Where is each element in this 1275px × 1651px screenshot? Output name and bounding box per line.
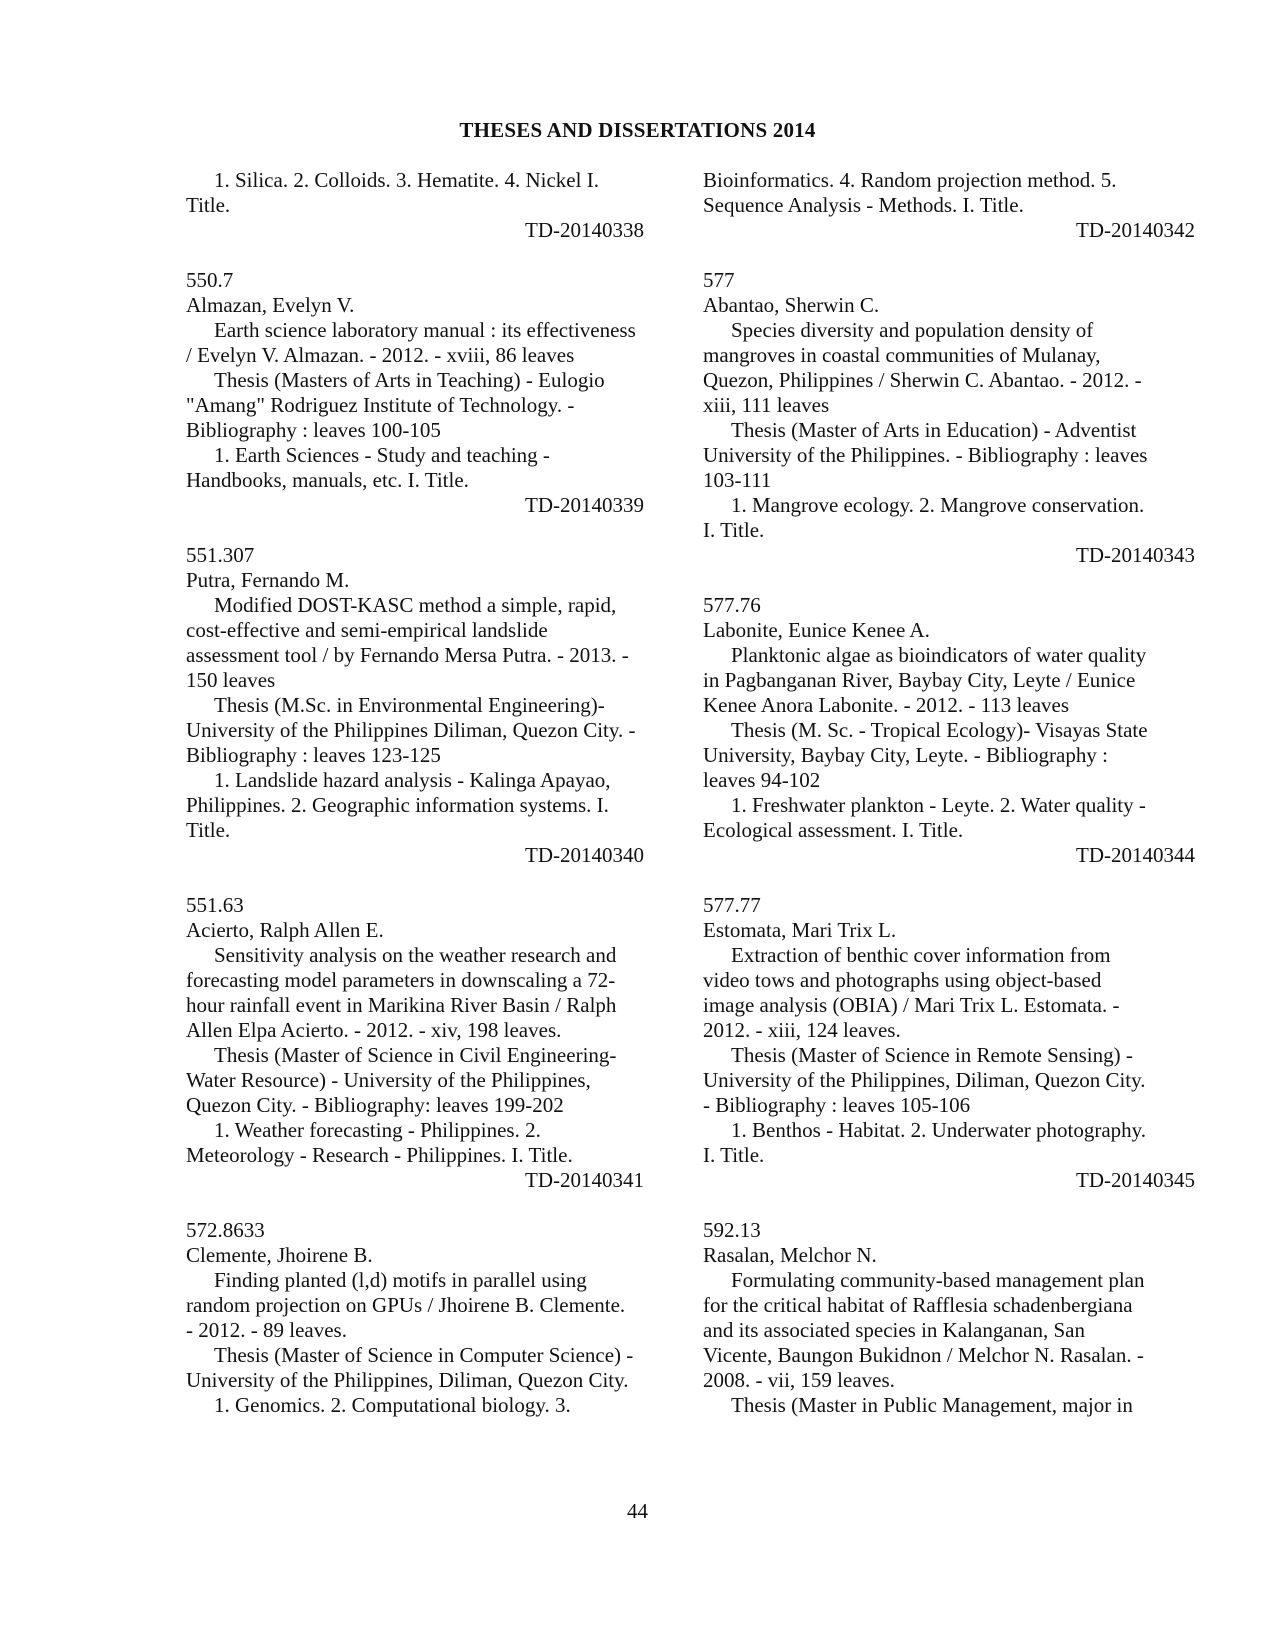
- subject-line: I. Title.: [703, 518, 765, 542]
- author: Abantao, Sherwin C.: [703, 293, 880, 317]
- title-line: / Evelyn V. Almazan. - 2012. - xviii, 86 leaves: [186, 343, 575, 367]
- title-line: for the critical habitat of Rafflesia schadenbergiana: [703, 1293, 1133, 1317]
- thesis-note: Water Resource) - University of the Philippines,: [186, 1068, 591, 1092]
- thesis-note: Thesis (Master of Science in Civil Engineering-: [214, 1043, 617, 1067]
- title-line: hour rainfall event in Marikina River Basin / Ralph: [186, 993, 617, 1017]
- catalog-entry: [703, 168, 1195, 243]
- call-number: 572.8633: [186, 1218, 265, 1242]
- subject-line: Title.: [186, 818, 231, 842]
- subject-line: Philippines. 2. Geographic information systems. I.: [186, 793, 609, 817]
- thesis-note: University, Baybay City, Leyte. - Bibliography :: [703, 743, 1108, 767]
- title-line: Extraction of benthic cover information from: [731, 943, 1111, 967]
- thesis-note: University of the Philippines, Diliman, Quezon City.: [186, 1368, 629, 1392]
- thesis-note: Thesis (Master of Arts in Education) - Adventist: [731, 418, 1137, 442]
- thesis-note: University of the Philippines Diliman, Quezon City. -: [186, 718, 636, 742]
- catalog-entry: [703, 593, 1195, 868]
- td-number: TD-20140342: [1076, 218, 1195, 242]
- subject-line: Title.: [186, 193, 231, 217]
- title-line: and its associated species in Kalanganan, San: [703, 1318, 1085, 1342]
- thesis-note: Thesis (M.Sc. in Environmental Engineering)-: [214, 693, 605, 717]
- catalog-entry: [703, 1218, 1195, 1418]
- td-number: TD-20140338: [525, 218, 644, 242]
- title-line: 2008. - vii, 159 leaves.: [703, 1368, 895, 1392]
- subject-line: 1. Weather forecasting - Philippines. 2.: [214, 1118, 541, 1142]
- call-number: 550.7: [186, 268, 234, 292]
- thesis-note: Thesis (Master of Science in Computer Science) -: [214, 1343, 634, 1367]
- subject-line: I. Title.: [703, 1143, 765, 1167]
- subject-line: 1. Genomics. 2. Computational biology. 3.: [214, 1393, 571, 1417]
- author: Labonite, Eunice Kenee A.: [703, 618, 930, 642]
- title-line: - 2012. - 89 leaves.: [186, 1318, 347, 1342]
- catalog-entry: [186, 543, 644, 868]
- subject-line: Handbooks, manuals, etc. I. Title.: [186, 468, 469, 492]
- td-number: TD-20140341: [525, 1168, 644, 1192]
- title-line: Finding planted (l,d) motifs in parallel using: [214, 1268, 587, 1292]
- title-line: video tows and photographs using object-based: [703, 968, 1102, 992]
- catalog-entry: [186, 893, 644, 1193]
- left-column: [186, 168, 644, 1418]
- call-number: 551.63: [186, 893, 244, 917]
- subject-line: Bioinformatics. 4. Random projection method. 5.: [703, 168, 1117, 192]
- title-line: cost-effective and semi-empirical landslide: [186, 618, 548, 642]
- title-line: in Pagbanganan River, Baybay City, Leyte / Eunice: [703, 668, 1136, 692]
- title-line: Vicente, Baungon Bukidnon / Melchor N. Rasalan. -: [703, 1343, 1144, 1367]
- page-number: 44: [627, 1499, 648, 1523]
- title-line: Modified DOST-KASC method a simple, rapid,: [214, 593, 617, 617]
- thesis-note: Thesis (Master in Public Management, major in: [731, 1393, 1133, 1417]
- catalog-entry: [186, 168, 644, 243]
- title-line: Quezon, Philippines / Sherwin C. Abantao. - 2012. -: [703, 368, 1142, 392]
- subject-line: Meteorology - Research - Philippines. I. Title.: [186, 1143, 573, 1167]
- title-line: Planktonic algae as bioindicators of water quality: [731, 643, 1147, 667]
- td-number: TD-20140345: [1076, 1168, 1195, 1192]
- thesis-note: leaves 94-102: [703, 768, 821, 792]
- title-line: 150 leaves: [186, 668, 276, 692]
- page-title: THESES AND DISSERTATIONS 2014: [459, 118, 816, 142]
- td-number: TD-20140340: [525, 843, 644, 867]
- subject-line: 1. Mangrove ecology. 2. Mangrove conservation.: [731, 493, 1145, 517]
- call-number: 577.77: [703, 893, 761, 917]
- thesis-note: Bibliography : leaves 123-125: [186, 743, 441, 767]
- thesis-note: - Bibliography : leaves 105-106: [703, 1093, 971, 1117]
- title-line: xiii, 111 leaves: [703, 393, 830, 417]
- catalog-entry: [703, 268, 1195, 568]
- catalog-entry: [186, 268, 644, 518]
- subject-line: 1. Freshwater plankton - Leyte. 2. Water quality -: [731, 793, 1146, 817]
- title-line: Formulating community-based management plan: [731, 1268, 1145, 1292]
- subject-line: 1. Benthos - Habitat. 2. Underwater photography.: [731, 1118, 1147, 1142]
- title-line: Earth science laboratory manual : its effectiveness: [214, 318, 636, 342]
- author: Almazan, Evelyn V.: [186, 293, 355, 317]
- td-number: TD-20140344: [1076, 843, 1195, 867]
- thesis-note: Thesis (M. Sc. - Tropical Ecology)- Visayas State: [731, 718, 1148, 742]
- subject-line: Sequence Analysis - Methods. I. Title.: [703, 193, 1024, 217]
- title-line: 2012. - xiii, 124 leaves.: [703, 1018, 901, 1042]
- author: Estomata, Mari Trix L.: [703, 918, 897, 942]
- title-line: Sensitivity analysis on the weather research and: [214, 943, 617, 967]
- author: Putra, Fernando M.: [186, 568, 350, 592]
- author: Rasalan, Melchor N.: [703, 1243, 877, 1267]
- subject-line: 1. Earth Sciences - Study and teaching -: [214, 443, 550, 467]
- title-line: forecasting model parameters in downscaling a 72-: [186, 968, 616, 992]
- title-line: Species diversity and population density of: [731, 318, 1094, 342]
- td-number: TD-20140339: [525, 493, 644, 517]
- subject-line: Ecological assessment. I. Title.: [703, 818, 964, 842]
- title-line: assessment tool / by Fernando Mersa Putra. - 2013. -: [186, 643, 629, 667]
- call-number: 592.13: [703, 1218, 761, 1242]
- author: Clemente, Jhoirene B.: [186, 1243, 373, 1267]
- thesis-note: University of the Philippines. - Bibliography : leaves: [703, 443, 1148, 467]
- thesis-note: Bibliography : leaves 100-105: [186, 418, 441, 442]
- title-line: image analysis (OBIA) / Mari Trix L. Estomata. -: [703, 993, 1120, 1017]
- thesis-note: University of the Philippines, Diliman, Quezon City.: [703, 1068, 1146, 1092]
- title-line: Allen Elpa Acierto. - 2012. - xiv, 198 leaves.: [186, 1018, 562, 1042]
- author: Acierto, Ralph Allen E.: [186, 918, 384, 942]
- subject-line: 1. Landslide hazard analysis - Kalinga Apayao,: [214, 768, 611, 792]
- thesis-note: 103-111: [703, 468, 772, 492]
- catalog-entry: [703, 893, 1195, 1193]
- call-number: 577.76: [703, 593, 761, 617]
- thesis-note: Thesis (Masters of Arts in Teaching) - Eulogio: [214, 368, 605, 392]
- call-number: 551.307: [186, 543, 255, 567]
- subject-line: 1. Silica. 2. Colloids. 3. Hematite. 4. Nickel I.: [214, 168, 599, 192]
- td-number: TD-20140343: [1076, 543, 1195, 567]
- call-number: 577: [703, 268, 735, 292]
- title-line: mangroves in coastal communities of Mulanay,: [703, 343, 1101, 367]
- catalog-entry: [186, 1218, 644, 1418]
- thesis-note: "Amang" Rodriguez Institute of Technology. -: [186, 393, 575, 417]
- thesis-note: Quezon City. - Bibliography: leaves 199-202: [186, 1093, 564, 1117]
- right-column: [703, 168, 1195, 1418]
- thesis-note: Thesis (Master of Science in Remote Sensing) -: [731, 1043, 1133, 1067]
- title-line: Kenee Anora Labonite. - 2012. - 113 leaves: [703, 693, 1070, 717]
- title-line: random projection on GPUs / Jhoirene B. Clemente.: [186, 1293, 626, 1317]
